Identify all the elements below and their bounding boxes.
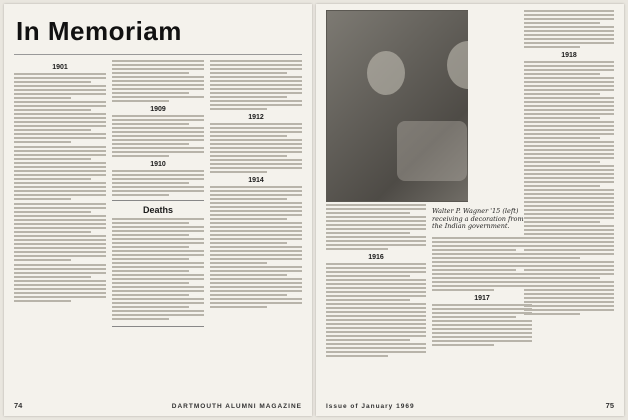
class-year-heading: 1909 — [150, 106, 166, 113]
class-year-heading: 1914 — [248, 177, 264, 184]
left-column-2 — [112, 60, 204, 396]
obituary-text — [210, 60, 302, 110]
obituary-text — [112, 60, 204, 102]
magazine-name: DARTMOUTH ALUMNI MAGAZINE — [171, 403, 302, 410]
right-page-footer — [326, 401, 614, 410]
obituary-text — [112, 115, 204, 157]
obituary-text — [14, 73, 106, 143]
obituary-text — [14, 203, 106, 261]
right-column-3 — [524, 10, 614, 396]
left-page — [4, 4, 312, 416]
title-rule — [14, 54, 302, 55]
right-page — [316, 4, 624, 416]
issue-line: Issue of January 1969 — [326, 403, 415, 410]
obituary-text — [210, 123, 302, 173]
right-lower-column-1 — [326, 204, 426, 396]
obituary-text — [432, 304, 532, 346]
page-number: 74 — [14, 401, 23, 410]
ceremony-photo — [326, 10, 468, 202]
class-year-heading: 1912 — [248, 114, 264, 121]
deaths-heading: Deaths — [142, 205, 173, 215]
left-column-1 — [14, 60, 106, 396]
photo-caption: Walter P. Wagner '15 (left) receiving a decoration from the Indian government. — [432, 207, 524, 231]
class-year-heading: 1910 — [150, 161, 166, 168]
page-title: In Memoriam — [16, 16, 182, 46]
obituary-text — [14, 146, 106, 200]
class-year-heading: 1918 — [561, 52, 577, 59]
right-lower-column-2 — [432, 204, 532, 396]
class-year-heading: 1917 — [474, 294, 490, 302]
obituary-text — [432, 237, 532, 291]
obituary-text — [326, 204, 426, 250]
class-year-heading: 1916 — [368, 254, 384, 261]
obituary-text — [112, 170, 204, 196]
obituary-text — [524, 61, 614, 315]
obituary-text — [326, 263, 426, 357]
obituary-text — [14, 264, 106, 302]
deaths-list — [112, 200, 204, 327]
left-page-footer — [14, 401, 302, 410]
page-number: 75 — [605, 401, 614, 410]
class-year-heading: 1901 — [52, 64, 68, 71]
obituary-text — [210, 186, 302, 308]
left-column-3 — [210, 60, 302, 396]
magazine-spread — [4, 4, 624, 416]
